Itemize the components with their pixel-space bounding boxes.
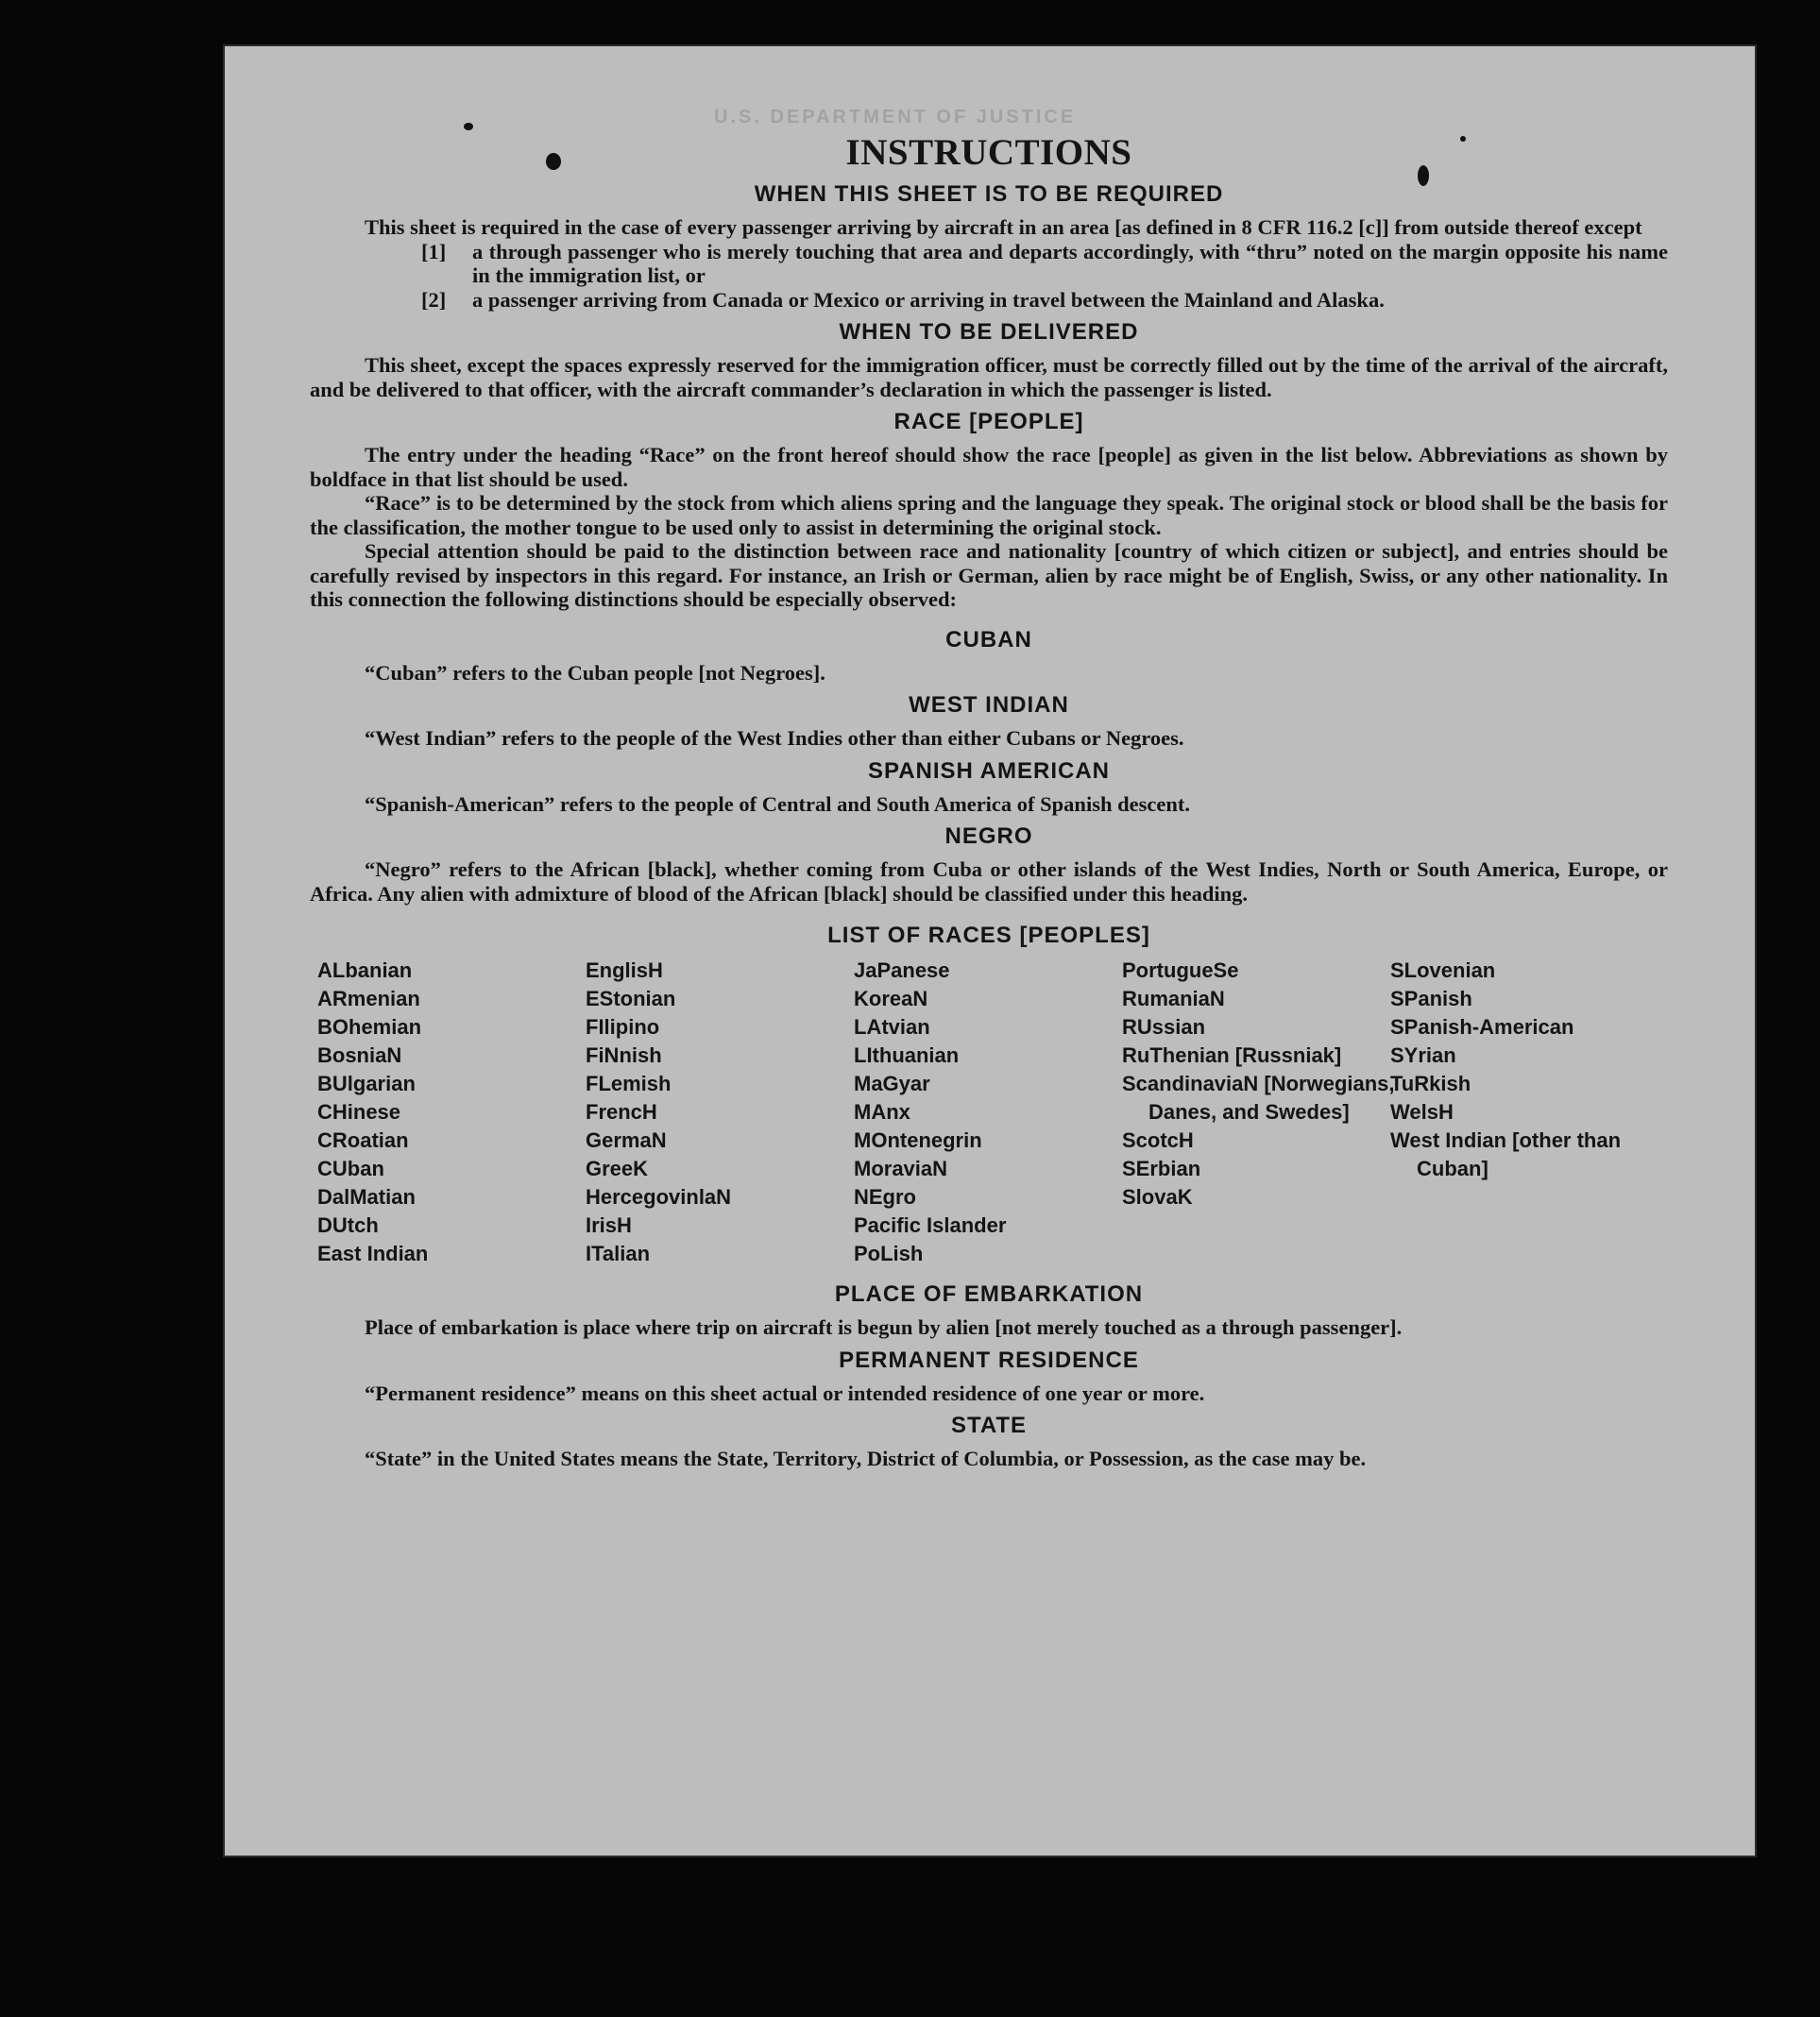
section-heading-delivered: WHEN TO BE DELIVERED [839,319,1139,345]
race-entry: EStonian [586,987,676,1010]
west-indian-text: “West Indian” refers to the people of the West Indies other than either Cubans or Negroes. [365,726,1184,750]
race-entry: WelsH [1390,1100,1454,1124]
instructions-content [310,131,1668,1471]
section-heading-state: STATE [950,1413,1028,1438]
race-entry: MoraviaN [854,1157,948,1180]
race-entry: PortugueSe [1122,958,1239,982]
race-entry: Pacific Islander [854,1213,1007,1237]
section-heading-list: LIST OF RACES [PEOPLES] [827,923,1150,948]
spanish-american-text: “Spanish-American” refers to the people of Central and South America of Spanish descent. [365,791,1190,816]
negro-text: “Negro” refers to the African [black], whether coming from Cuba or other islands of the West Indies, North or South America, Europe, or Africa. Any alien with admixture of blood of the African [black] should be classified under this heading. [310,857,1668,906]
race-entry: KoreaN [854,987,928,1010]
race-entry: ALbanian [317,958,413,982]
section-heading-west-indian: WEST INDIAN [909,692,1069,718]
race-paragraph-3: Special attention should be paid to the distinction between race and nationality [country of which citizen or subject], and entries should be carefully revised by inspectors in this regard. For instance, an Irish or German, alien by race might be of English, Swiss, or any other nationality. In this connection the following distinctions should be especially observed: [310,539,1668,611]
races-list [317,957,1668,1268]
race-entry: PoLish [854,1242,924,1265]
race-entry: SlovaK [1122,1185,1193,1209]
exception-item [421,288,1668,313]
race-entry: MOntenegrin [854,1128,982,1152]
races-column [854,957,1122,1268]
race-entry: FrencH [586,1100,657,1124]
section-heading-required: WHEN THIS SHEET IS TO BE REQUIRED [754,181,1224,207]
section-heading-negro: NEGRO [944,823,1033,849]
required-intro: This sheet is required in the case of every passenger arriving by aircraft in an area [as defined in 8 CFR 116.2 [c]] from outside thereof except [365,215,1642,239]
race-entry: BOhemian [317,1015,422,1039]
race-entry: SLovenian [1390,958,1496,982]
race-entry: EnglisH [586,958,663,982]
races-column [317,957,586,1268]
race-entry: West Indian [other than Cuban] [1390,1128,1622,1180]
section-heading-embarkation: PLACE OF EMBARKATION [834,1281,1144,1307]
page-title: INSTRUCTIONS [845,132,1132,173]
race-entry: BUlgarian [317,1072,416,1095]
race-entry: MAnx [854,1100,910,1124]
race-entry: GermaN [586,1128,667,1152]
embarkation-text: Place of embarkation is place where trip on aircraft is begun by alien [not merely touched as a through passenger]. [365,1315,1403,1339]
race-entry: FLemish [586,1072,672,1095]
document-sheet [223,44,1757,1857]
race-paragraph-2: “Race” is to be determined by the stock from which aliens spring and the language they speak. The original stock or blood shall be the basis for the classification, the mother tongue to be used only to assist in determining the original stock. [310,491,1668,539]
section-heading-spanish-american: SPANISH AMERICAN [867,757,1110,784]
exception-number: [2] [421,287,447,312]
section-heading-cuban: CUBAN [945,626,1032,653]
race-entry: BosniaN [317,1043,402,1067]
exception-text: a passenger arriving from Canada or Mexico or arriving in travel between the Mainland and Alaska. [472,287,1385,312]
race-entry: IrisH [586,1213,632,1237]
exception-number: [1] [421,239,447,263]
race-entry: SYrian [1390,1043,1456,1067]
race-entry: FiNnish [586,1043,662,1067]
race-entry: CUban [317,1157,384,1180]
race-entry: RuThenian [Russniak] [1122,1043,1342,1067]
race-entry: ScotcH [1122,1128,1194,1152]
race-entry: DUtch [317,1213,379,1237]
section-heading-residence: PERMANENT RESIDENCE [839,1347,1139,1373]
exception-item [421,240,1668,288]
race-entry: JaPanese [854,958,950,982]
race-entry: CHinese [317,1100,401,1124]
race-entry: HercegovinlaN [586,1185,732,1209]
delivered-text: This sheet, except the spaces expressly reserved for the immigration officer, must be correctly filled out by the time of the arrival of the aircraft, and be delivered to that officer, with the aircraft commander’s declaration in which the passenger is listed. [310,353,1668,401]
race-entry: SPanish-American [1390,1015,1574,1039]
race-entry: GreeK [586,1157,649,1180]
race-entry: ITalian [586,1242,651,1265]
state-text: “State” in the United States means the State, Territory, District of Columbia, or Possession, as the case may be. [365,1447,1367,1470]
cuban-text: “Cuban” refers to the Cuban people [not Negroes]. [365,660,825,685]
race-entry: SPanish [1390,987,1472,1010]
race-entry: LAtvian [854,1015,930,1039]
race-entry: FIlipino [586,1015,660,1039]
race-paragraph-1: The entry under the heading “Race” on the front hereof should show the race [people] as given in the list below. Abbreviations as shown by boldface in that list should be used. [310,443,1668,491]
race-entry: LIthuanian [854,1043,960,1067]
race-entry: CRoatian [317,1128,409,1152]
race-entry: TuRkish [1390,1072,1471,1095]
race-entry: ARmenian [317,987,420,1010]
ink-spot [464,123,473,130]
race-entry: NEgro [854,1185,916,1209]
race-entry: RUssian [1122,1015,1206,1039]
race-entry: MaGyar [854,1072,930,1095]
races-column [1390,957,1658,1268]
race-entry: RumaniaN [1122,987,1225,1010]
races-column [586,957,854,1268]
exception-text: a through passenger who is merely touching that area and departs accordingly, with “thru” noted on the margin opposite his name in the immigration list, or [472,239,1668,287]
race-entry: East Indian [317,1242,429,1265]
bleed-through-text: U.S. DEPARTMENT OF JUSTICE [714,107,1077,127]
races-column [1122,957,1395,1268]
residence-text: “Permanent residence” means on this sheet actual or intended residence of one year or more. [365,1381,1205,1405]
race-entry: SErbian [1122,1157,1201,1180]
section-heading-race: RACE [PEOPLE] [893,409,1084,434]
race-entry: ScandinaviaN [Norwegians, Danes, and Swedes] [1122,1072,1395,1124]
race-entry: DalMatian [317,1185,416,1209]
